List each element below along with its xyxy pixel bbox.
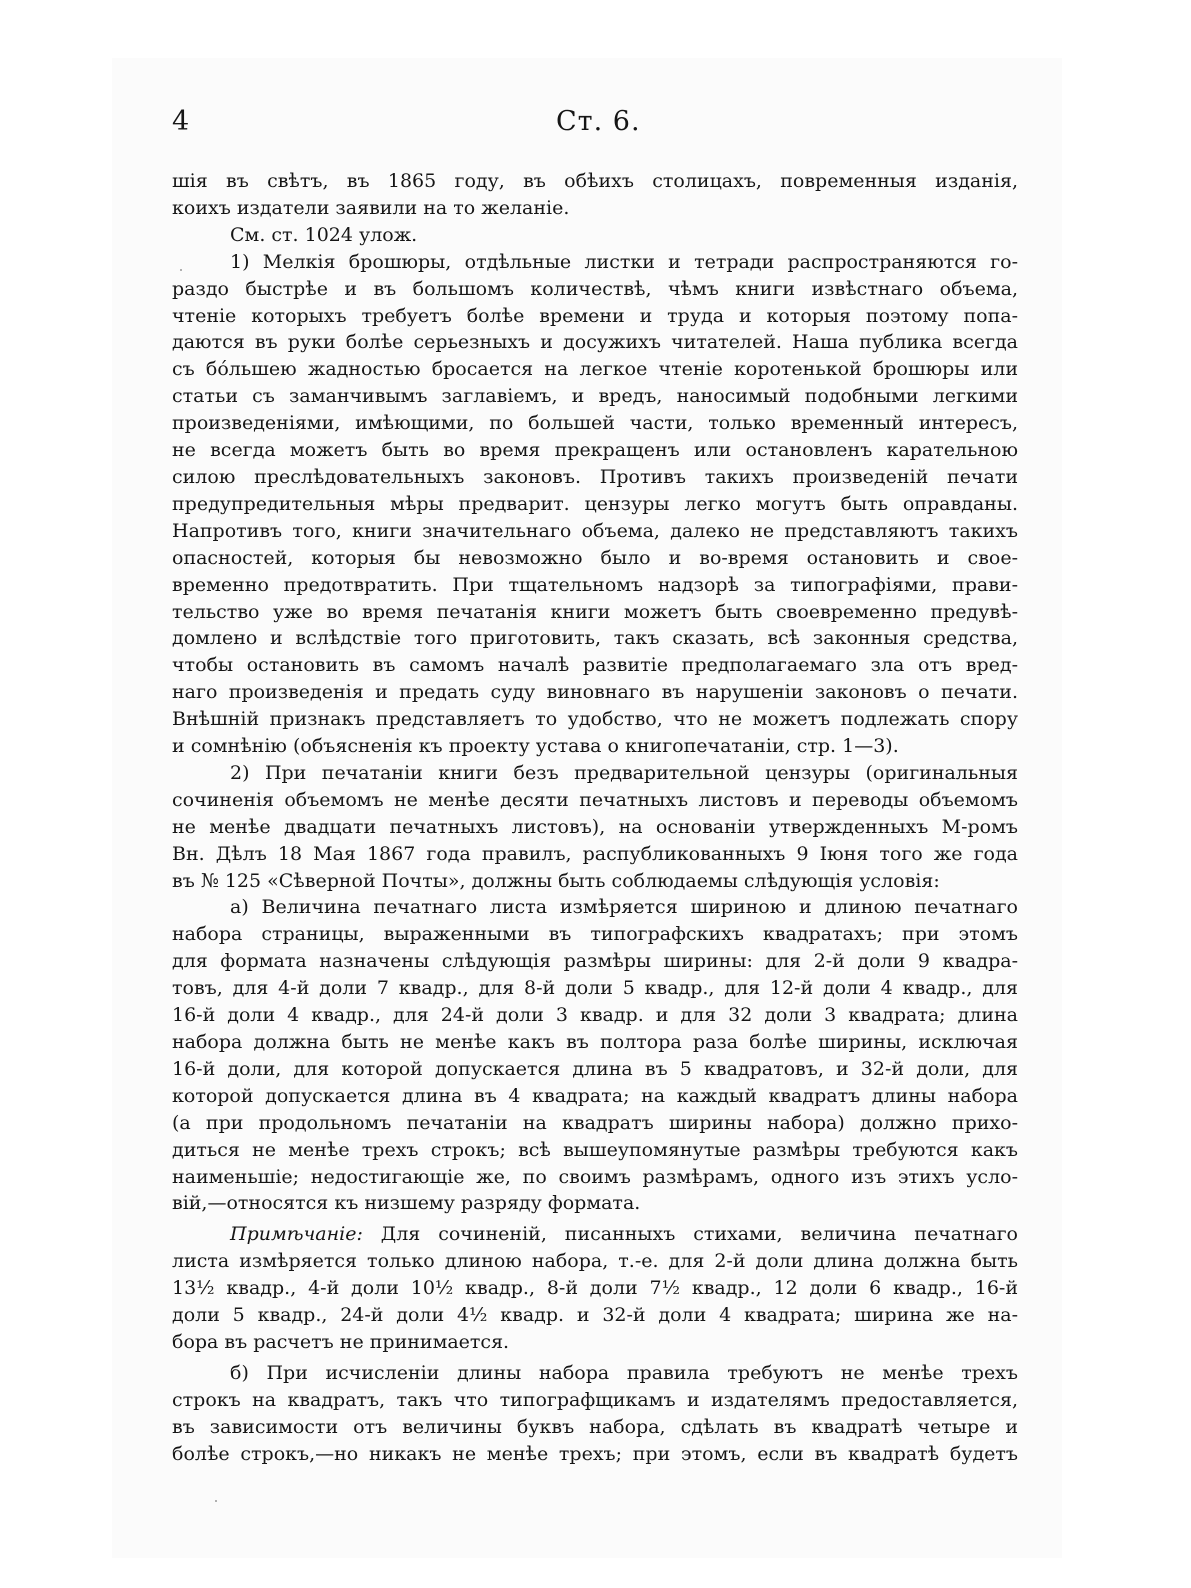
text-line: сочиненія объемомъ не менѣе десяти печатныхъ листовъ и переводы объемомъ xyxy=(172,788,1018,811)
text-line: (а при продольномъ печатаніи на квадратъ ширины набора) должно прихо- xyxy=(172,1111,1018,1134)
note-block xyxy=(172,1221,1018,1356)
note-text: Для сочиненій, писанныхъ стихами, величина печатнаго xyxy=(362,1223,1018,1246)
text-line: шія въ свѣтъ, въ 1865 году, въ обѣихъ столицахъ, повременныя изданія, xyxy=(172,170,1018,192)
text-line: Вн. Дѣлъ 18 Мая 1867 года правилъ, распубликованныхъ 9 Іюня того же года xyxy=(172,842,1018,865)
text-line: 16-й доли 4 квадр., для 24-й доли 3 квадр. и для 32 доли 3 квадрата; длина xyxy=(172,1004,1018,1027)
text-line: раздо быстрѣе и въ большомъ количествѣ, чѣмъ книги извѣстнаго объема, xyxy=(172,277,1018,300)
note-line: 13½ квадр., 4-й доли 10½ квадр., 8-й доли 7½ квадр., 12 доли 6 квадр., 16-й xyxy=(172,1277,1018,1300)
text-line: 2) При печатаніи книги безъ предварительной цензуры (оригинальныя xyxy=(230,761,1018,784)
text-line: Напротивъ того, книги значительнаго объема, далеко не представляютъ такихъ xyxy=(172,519,1018,542)
text-line: диться не менѣе трехъ строкъ; всѣ вышеупомянутые размѣры требуются какъ xyxy=(172,1138,1018,1161)
text-line: а) Величина печатнаго листа измѣряется шириною и длиною печатнаго xyxy=(230,896,1018,919)
text-line: опасностей, которыя бы невозможно было и во-время остановить и свое- xyxy=(172,546,1018,569)
body-text xyxy=(172,168,1018,1468)
text-line: строкъ на квадратъ, такъ что типографщикамъ и издателямъ предоставляется, xyxy=(172,1388,1018,1411)
text-line: 16-й доли, для которой допускается длина въ 5 квадратовъ, и 32-й доли, для xyxy=(172,1057,1018,1080)
text-line: въ № 125 «Сѣверной Почты», должны быть соблюдаемы слѣдующія условія: xyxy=(172,869,940,892)
text-line: въ зависимости отъ величины буквъ набора, сдѣлать въ квадратѣ четыре и xyxy=(172,1415,1018,1438)
text-line: произведеніями, имѣющими, по большей части, только временный интересъ, xyxy=(172,412,1018,435)
text-line: наго произведенія и предать суду виновнаго въ нарушеніи законовъ о печати. xyxy=(172,681,1018,704)
text-line: чтобы остановить въ самомъ началѣ развитіе предполагаемаго зла отъ вред- xyxy=(172,654,1018,677)
text-line: которой допускается длина въ 4 квадрата; на каждый квадратъ длины набора xyxy=(172,1084,1018,1107)
text-line: статьи съ заманчивымъ заглавіемъ, и вредъ, наносимый подобными легкими xyxy=(172,385,1018,408)
note-line: бора въ расчетъ не принимается. xyxy=(172,1330,510,1353)
text-line: болѣе строкъ,—но никакъ не менѣе трехъ; при этомъ, если въ квадратѣ будетъ xyxy=(172,1442,1018,1465)
tail-paragraph xyxy=(172,1360,1018,1468)
text-line: для формата назначены слѣдующія размѣры ширины: для 2-й доли 9 квадра- xyxy=(172,950,1018,973)
scan-speck xyxy=(180,269,182,271)
page-number: 4 xyxy=(172,106,190,137)
text-line: набора должна быть не менѣе какъ въ полтора раза болѣе ширины, исключая xyxy=(172,1031,1018,1053)
text-line: не всегда можетъ быть во время прекращенъ или остановленъ карательною xyxy=(172,439,1018,462)
text-line: силою преслѣдовательныхъ законовъ. Противъ такихъ произведеній печати xyxy=(172,465,1018,488)
text-line: домлено и вслѣдствіе того приготовить, такъ сказать, всѣ законныя средства, xyxy=(172,627,1018,650)
text-line: чтеніе которыхъ требуетъ болѣе времени и труда и которыя поэтому попа- xyxy=(172,304,1018,327)
text-line: предупредительныя мѣры предварит. цензуры легко могутъ быть оправданы. xyxy=(172,492,1018,515)
text-line: тельство уже во время печатанія книги можетъ быть своевременно предувѣ- xyxy=(172,600,1018,623)
text-line: даются въ руки болѣе серьезныхъ и досужихъ читателей. Наша публика всегда xyxy=(172,331,1018,354)
note-line: доли 5 квадр., 24-й доли 4½ квадр. и 32-й доли 4 квадрата; ширина же на- xyxy=(172,1304,1018,1327)
text-line: временно предотвратить. При тщательномъ надзорѣ за типографіями, прави- xyxy=(172,573,1018,596)
text-line: и сомнѣнію (объясненія къ проекту устава о книгопечатаніи, стр. 1—3). xyxy=(172,735,899,758)
text-line: товъ, для 4-й доли 7 квадр., для 8-й доли 5 квадр., для 12-й доли 4 квадр., для xyxy=(172,977,1018,1000)
text-line: съ бóльшею жадностью бросается на легкое чтеніе коротенькой брошюры или xyxy=(172,358,1018,381)
main-paragraphs xyxy=(172,168,1018,1217)
text-line: См. ст. 1024 улож. xyxy=(230,223,418,246)
text-line: б) При исчисленіи длины набора правила требуютъ не менѣе трехъ xyxy=(230,1361,1018,1384)
text-line: 1) Мелкія брошюры, отдѣльные листки и тетради распространяются го- xyxy=(230,250,1018,273)
page-header xyxy=(172,106,1018,146)
text-line: коихъ издатели заявили на то желаніе. xyxy=(172,196,570,219)
note-label: Примѣчаніе: xyxy=(230,1223,363,1246)
text-line: набора страницы, выраженными въ типографскихъ квадратахъ; при этомъ xyxy=(172,923,1018,946)
text-line: вій,—относятся къ низшему разряду формата. xyxy=(172,1192,641,1215)
scan-speck xyxy=(215,1500,217,1502)
note-line xyxy=(172,1221,1018,1248)
article-label: Ст. 6. xyxy=(556,106,641,137)
text-line: не менѣе двадцати печатныхъ листовъ), на основаніи утвержденныхъ М-ромъ xyxy=(172,815,1018,838)
text-line: Внѣшній признакъ представляетъ то удобство, что не можетъ подлежать спору xyxy=(172,708,1018,731)
note-line: листа измѣряется только длиною набора, т.-е. для 2-й доли длина должна быть xyxy=(172,1250,1018,1273)
text-line: наименьшіе; недостигающіе же, по своимъ размѣрамъ, одного изъ этихъ усло- xyxy=(172,1165,1018,1188)
